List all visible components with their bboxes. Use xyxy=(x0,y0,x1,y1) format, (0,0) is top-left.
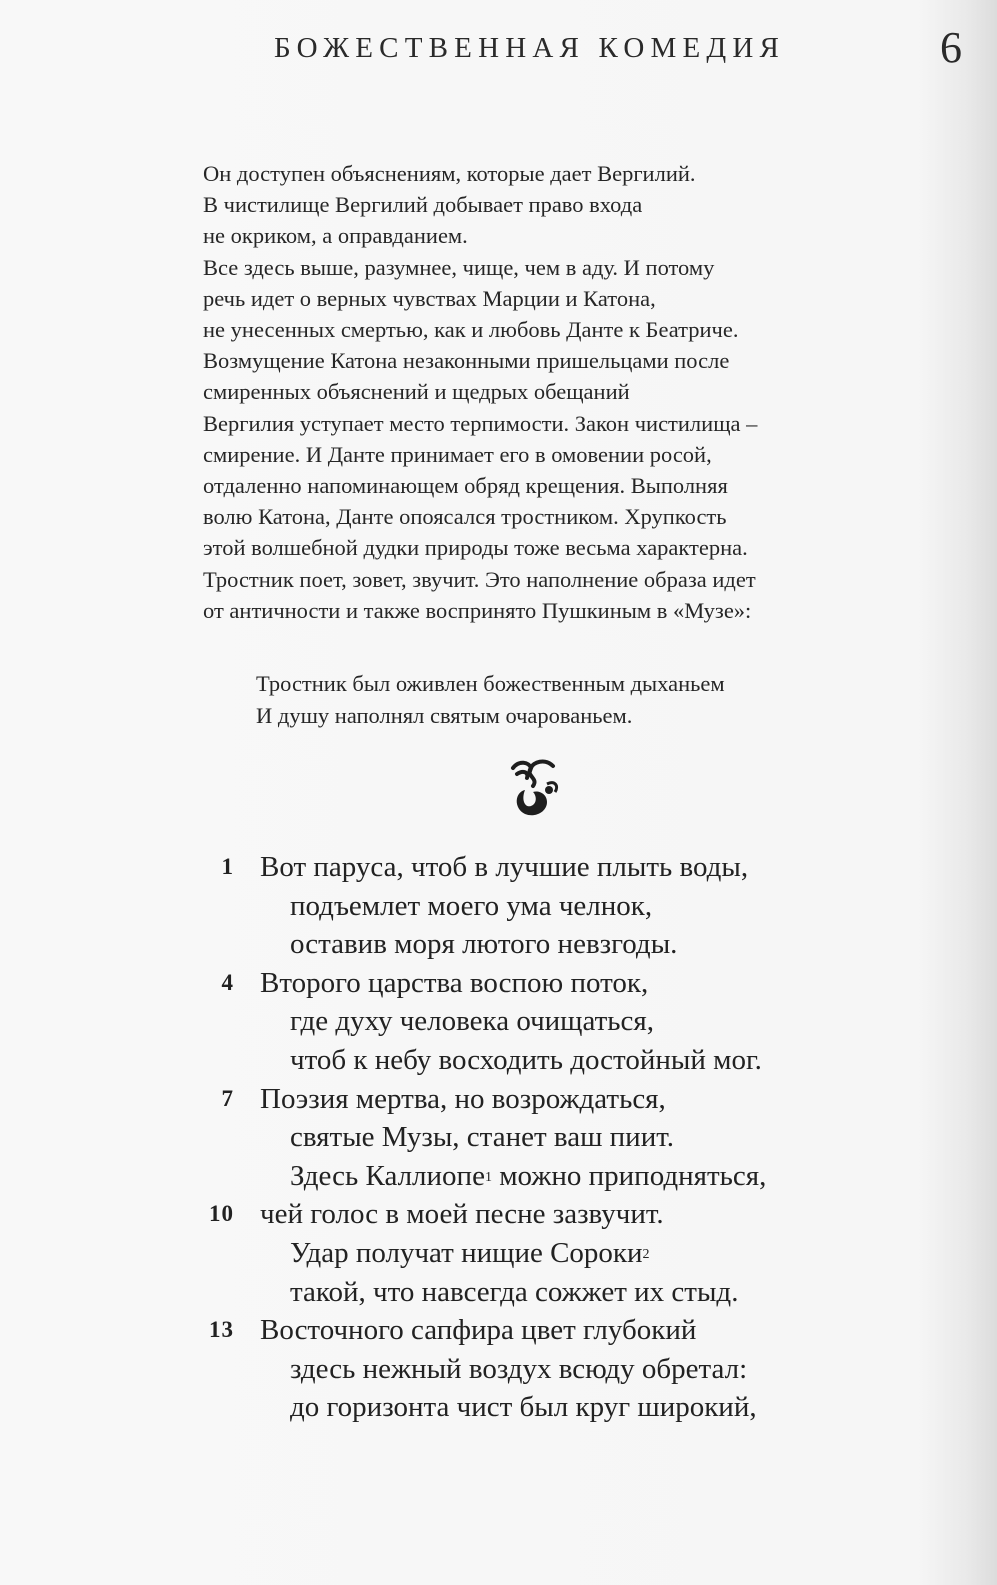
footnote-mark: 2 xyxy=(642,1246,650,1262)
commentary-line: смиренных объяснений и щедрых обещаний xyxy=(203,379,630,405)
fleuron-icon xyxy=(503,756,563,820)
verse-line xyxy=(0,887,997,926)
verse-text: до горизонта чист был круг широкий, xyxy=(290,1391,757,1424)
verse-text xyxy=(290,1234,650,1273)
verse-line xyxy=(0,848,997,887)
verse-text: оставив моря лютого невзгоды. xyxy=(290,928,678,961)
quote-line: И душу наполнял святым очарованьем. xyxy=(256,702,633,728)
line-number: 7 xyxy=(221,1085,234,1111)
running-title: БОЖЕСТВЕННАЯ КОМЕДИЯ xyxy=(274,32,786,64)
pushkin-quote xyxy=(256,668,725,731)
verse-text: Поэзия мертва, но возрождаться, xyxy=(260,1082,666,1115)
commentary-line: волю Катона, Данте опоясался тростником. Хрупкость xyxy=(203,504,727,530)
commentary-line: Вергилия уступает место терпимости. Закон чистилища – xyxy=(203,410,758,436)
commentary-line: этой волшебной дудки природы тоже весьма характерна. xyxy=(203,535,748,561)
commentary-line: Все здесь выше, разумнее, чище, чем в аду. И потому xyxy=(203,254,715,280)
verse-text: святые Музы, станет ваш пиит. xyxy=(290,1121,674,1154)
verse-line xyxy=(0,1273,997,1312)
canto-verses xyxy=(0,848,997,1427)
verse-line xyxy=(0,1234,997,1273)
verse-text: здесь нежный воздух всюду обретал: xyxy=(290,1352,748,1385)
line-number: 4 xyxy=(221,969,234,995)
line-number: 1 xyxy=(221,854,234,879)
verse-line xyxy=(0,1350,997,1389)
verse-text-part: Здесь Каллиопе xyxy=(290,1159,485,1192)
commentary-paragraph xyxy=(203,158,893,626)
verse-text: чтоб к небу восходить достойный мог. xyxy=(290,1043,762,1076)
commentary-line: отдаленно напоминающем обряд крещения. Выполняя xyxy=(203,473,728,499)
verse-text-part: можно приподняться, xyxy=(491,1159,767,1192)
verse-line xyxy=(0,925,997,964)
verse-text: Восточного сапфира цвет глубокий xyxy=(260,1314,697,1347)
verse-text xyxy=(290,1157,766,1196)
commentary-line: от античности и также воспринято Пушкиным в «Музе»: xyxy=(203,597,752,623)
verse-text-part: Удар получат нищие Сороки xyxy=(290,1236,643,1269)
commentary-line: речь идет о верных чувствах Марции и Катона, xyxy=(203,285,656,311)
commentary-line: В чистилище Вергилий добывает право входа xyxy=(203,192,643,218)
commentary-line: Возмущение Катона незаконными пришельцами после xyxy=(203,348,730,374)
commentary-line: не окриком, а оправданием. xyxy=(203,223,468,249)
line-number: 10 xyxy=(209,1201,234,1227)
verse-text: подъемлет моего ума челнок, xyxy=(290,889,653,922)
verse-line xyxy=(0,1388,997,1427)
footnote-mark: 1 xyxy=(484,1169,492,1185)
verse-line xyxy=(0,1041,997,1080)
verse-text: чей голос в моей песне зазвучит. xyxy=(260,1198,664,1231)
commentary-line: Тростник поет, зовет, звучит. Это наполнение образа идет xyxy=(203,566,756,592)
verse-line xyxy=(0,1080,997,1119)
verse-line xyxy=(0,1195,997,1234)
commentary-line: Он доступен объяснениям, которые дает Вергилий. xyxy=(203,161,696,186)
verse-text: Вот паруса, чтоб в лучшие плыть воды, xyxy=(260,851,749,883)
verse-line xyxy=(0,1002,997,1041)
verse-line xyxy=(0,1311,997,1350)
commentary-line: не унесенных смертью, как и любовь Данте к Беатриче. xyxy=(203,317,739,343)
verse-text: где духу человека очищаться, xyxy=(290,1005,654,1038)
page-number: 6 xyxy=(940,23,962,72)
quote-line: Тростник был оживлен божественным дыханьем xyxy=(256,671,725,696)
verse-line xyxy=(0,1118,997,1157)
verse-line xyxy=(0,964,997,1003)
verse-line xyxy=(0,1157,997,1196)
commentary-line: смирение. И Данте принимает его в омовении росой, xyxy=(203,441,712,467)
verse-text: такой, что навсегда сожжет их стыд. xyxy=(290,1275,739,1308)
verse-text: Второго царства воспою поток, xyxy=(260,966,649,999)
line-number: 13 xyxy=(209,1317,234,1343)
